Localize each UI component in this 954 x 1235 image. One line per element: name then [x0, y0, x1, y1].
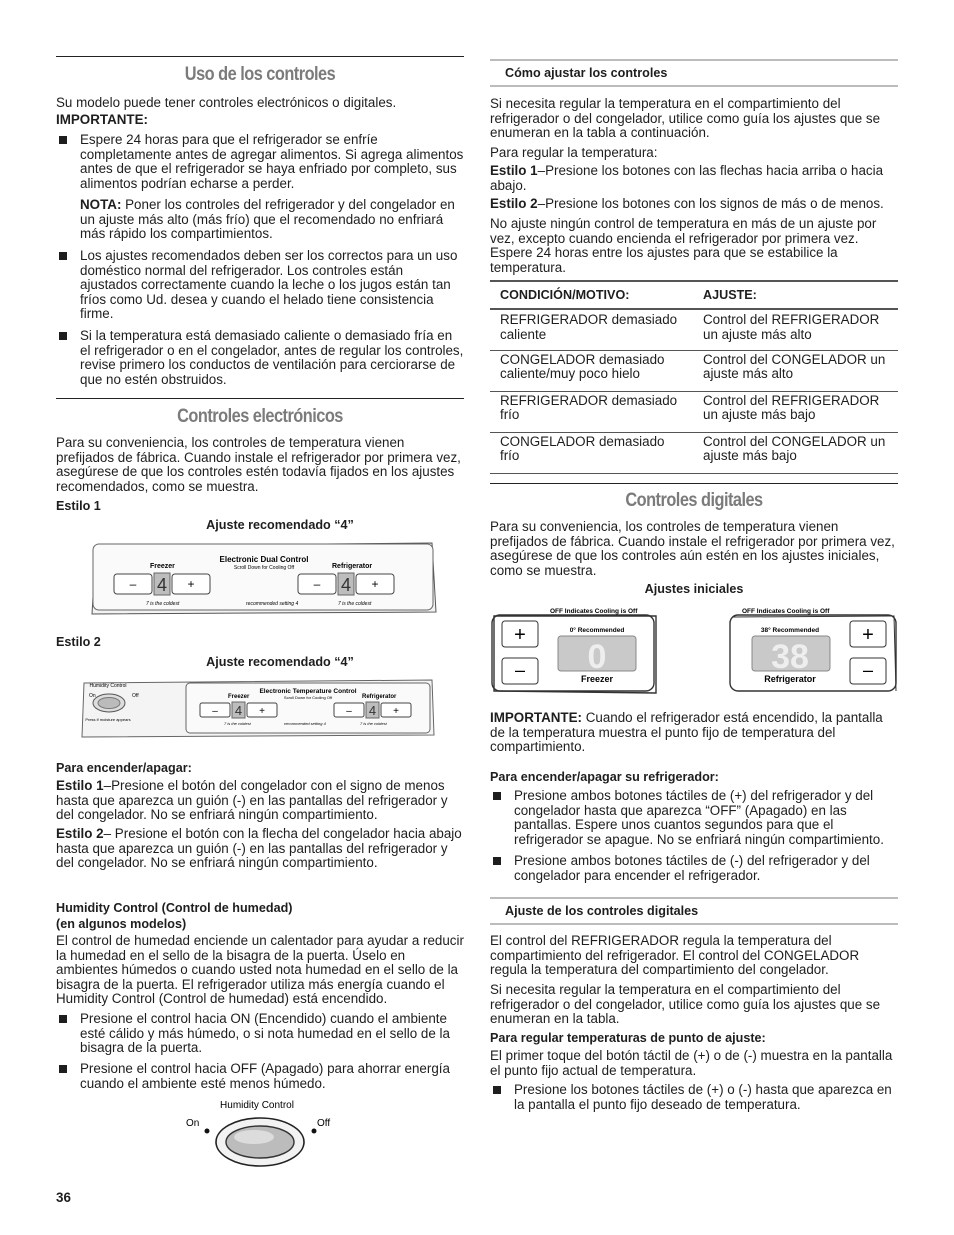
panel1-plus: +	[371, 577, 379, 591]
adjust-p2: Para regular la temperatura:	[490, 145, 658, 160]
digital-freezer-recommended: 0° Recommended	[569, 627, 625, 634]
panel1-freezer-value: 4	[156, 575, 168, 595]
note-label: NOTA:	[80, 197, 122, 212]
panel1-plus: +	[187, 577, 195, 591]
setpoint-text: El primer toque del botón táctil de (+) o de (-) muestra en la pantalla el punto fijo actual de temperatura.	[490, 1048, 893, 1078]
table-cell: REFRIGERADOR demasiado frío	[490, 391, 693, 432]
section-divider	[490, 483, 898, 484]
table-cell: CONGELADOR demasiado caliente/muy poco hielo	[490, 350, 693, 391]
usage-intro: Su modelo puede tener controles electrónicos o digitales.	[56, 95, 397, 110]
panel2-fridge-value: 4	[368, 703, 377, 718]
panel2-coldest-right: 7 is the coldest	[360, 721, 387, 726]
humidity-fig-off: Off	[317, 1118, 331, 1129]
adjust-style2-text: –Presione los botones con los signos de más o de menos.	[537, 196, 884, 211]
section-divider	[56, 56, 464, 57]
panel2-title: Electronic Temperature Control	[259, 688, 357, 695]
panel2-minus: –	[212, 706, 218, 717]
panel1-refrigerator-label: Refrigerator	[332, 563, 373, 570]
panel1-freezer-label: Freezer	[150, 563, 175, 570]
humidity-fig-title: Humidity Control	[220, 1100, 294, 1111]
panel1-minus: –	[313, 577, 321, 591]
digital-onoff-bullet-2: Presione ambos botones táctiles de (-) del refrigerador y del congelador para encender el refrigerador.	[490, 854, 898, 883]
panel2-humidity-title: Humidity Control	[89, 683, 127, 689]
digital-minus: –	[862, 660, 874, 680]
note-text: Poner los controles del refrigerador y del congelador en un ajuste más alto (más frío) que el recomendado no enfriará más rápido los compartimientos.	[80, 197, 455, 242]
humidity-bullet-1: Presione el control hacia ON (Encendido) cuando el ambiente esté cálido y más húmedo, o si nota humedad en el sello de la bisagra de la puerta.	[56, 1012, 464, 1056]
digital-important-text: Cuando el refrigerador está encendido, la pantalla de la temperatura muestra el punto fijo de temperatura del compartimiento.	[490, 710, 883, 755]
table-cell: Control del REFRIGERADOR un ajuste más alto	[693, 309, 898, 350]
digital-plus: +	[514, 624, 526, 646]
onoff-style1-text: –Presione el botón del congelador con el signo de menos hasta que aparezca un guión (-) en las pantallas del refrigerador y del congelador. No se enfriará ningún compartimiento.	[56, 778, 448, 823]
panel1-recommended: recommended setting 4	[246, 601, 299, 607]
table-header-row	[490, 281, 898, 309]
panel2-coldest-left: 7 is the coldest	[224, 721, 251, 726]
digital-adjust-p1: El control del REFRIGERADOR regula la temperatura del compartimiento del refrigerador. El control del CONGELADOR regula la temperatura del compartimiento del congelador.	[490, 933, 860, 978]
adjust-p3: No ajuste ningún control de temperatura en más de un ajuste por vez, excepto cuando encienda el refrigerador por primera vez. Espere 24 horas entre los ajustes para que se estabilice la temperatura.	[490, 216, 877, 275]
panel1-subtitle: Scroll Down for Cooling Off	[233, 565, 295, 571]
humidity-heading-2: (en algunos modelos)	[56, 917, 187, 931]
digital-controls-illustration	[490, 603, 898, 697]
style2-caption: Ajuste recomendado “4”	[206, 655, 354, 669]
panel1-minus: –	[129, 577, 137, 591]
digital-important	[490, 711, 898, 755]
panel2-freezer-label: Freezer	[228, 694, 250, 700]
table-row	[490, 391, 898, 432]
setpoint-heading: Para regular temperaturas de punto de ajuste:	[490, 1031, 766, 1045]
panel2-on: On	[89, 693, 96, 699]
usage-bullet-1: Espere 24 horas para que el refrigerador se enfríe completamente antes de agregar alimentos. Si agrega alimentos antes de que el refrigerador se haya enfriado por completo, sus alimentos podrían echarse a perder.	[56, 133, 464, 191]
table-row	[490, 350, 898, 391]
digital-caption: Ajustes iniciales	[644, 582, 744, 596]
adjust-style2-label: Estilo 2	[490, 196, 538, 211]
digital-off-note-left: OFF Indicates Cooling is Off	[550, 608, 638, 615]
style1-caption: Ajuste recomendado “4”	[206, 518, 354, 532]
panel1-title: Electronic Dual Control	[219, 555, 309, 564]
style2-label: Estilo 2	[56, 635, 101, 649]
digital-title: Controles digitales	[625, 490, 763, 511]
panel2-minus: –	[346, 706, 352, 717]
digital-important-label: IMPORTANTE:	[490, 710, 582, 725]
panel2-recommended: recommended setting 4	[284, 721, 326, 726]
onoff-style2	[56, 827, 464, 871]
electronic-intro: Para su conveniencia, los controles de temperatura vienen prefijados de fábrica. Cuando instale el refrigerador por primera vez, asegúrese de que los controles estén todavía fijados en los ajustes recomendados, como se muestra.	[56, 435, 461, 494]
table-header-cell: CONDICIÓN/MOTIVO:	[490, 281, 693, 309]
digital-freezer-label: Freezer	[580, 674, 614, 684]
panel2-plus: +	[259, 706, 265, 717]
digital-freezer-value: 0	[587, 638, 607, 676]
adjust-style1	[490, 164, 898, 193]
onoff-style2-label: Estilo 2	[56, 826, 104, 841]
humidity-text: El control de humedad enciende un calentador para ayudar a reducir la humedad en el sello de la bisagra de la puerta. Úselo en ambientes húmedos o cuando usted nota humedad en el sello de la bisagra de la puerta. El refrigerador utiliza más energía cuando el Humidity Control (Control de humedad) está encendido.	[56, 933, 464, 1007]
table-cell: CONGELADOR demasiado frío	[490, 432, 693, 473]
table-cell: Control del CONGELADOR un ajuste más bajo	[693, 432, 898, 473]
panel1-coldest-left: 7 is the coldest	[146, 601, 180, 607]
page-number: 36	[56, 1190, 71, 1205]
panel2-subtitle: Scroll Down for Cooling Off	[283, 695, 333, 700]
important-label: IMPORTANTE:	[56, 112, 148, 127]
section-divider	[56, 398, 464, 399]
setpoint-bullet-1: Presione los botones táctiles de (+) o (-) hasta que aparezca en la pantalla el punto fijo deseado de temperatura.	[490, 1083, 898, 1112]
table-cell: REFRIGERADOR demasiado caliente	[490, 309, 693, 350]
usage-note	[80, 198, 464, 242]
panel2-off: Off	[132, 693, 139, 699]
panel1-coldest-right: 7 is the coldest	[338, 601, 372, 607]
digital-onoff-bullet-1: Presione ambos botones táctiles de (+) del refrigerador y del congelador hasta que aparezca “OFF” (Apagado) en las pantallas. Espere unos cuantos segundos para que el refrigerador se apague. No se enfriará ningún compartimiento.	[490, 789, 898, 847]
adjust-style2	[490, 197, 898, 212]
humidity-heading-1: Humidity Control (Control de humedad)	[56, 901, 293, 915]
table-row	[490, 309, 898, 350]
digital-fridge-label: Refrigerator	[764, 674, 816, 684]
digital-fridge-recommended: 38° Recommended	[760, 627, 820, 634]
usage-title: Uso de los controles	[184, 64, 336, 85]
table-cell: Control del REFRIGERADOR un ajuste más bajo	[693, 391, 898, 432]
adjust-table	[490, 280, 898, 474]
digital-onoff-heading: Para encender/apagar su refrigerador:	[490, 770, 719, 784]
digital-plus: +	[862, 624, 874, 646]
humidity-bullet-2: Presione el control hacia OFF (Apagado) para ahorrar energía cuando el ambiente esté menos húmedo.	[56, 1062, 464, 1091]
humidity-control-illustration	[182, 1096, 342, 1170]
digital-off-note-right: OFF Indicates Cooling is Off	[742, 608, 830, 615]
panel2-plus: +	[393, 706, 399, 717]
adjust-style1-text: –Presione los botones con las flechas hacia arriba o hacia abajo.	[490, 163, 884, 193]
usage-bullet-2: Los ajustes recomendados deben ser los correctos para un uso doméstico normal del refrigerador. Los controles están ajustados correctamente cuando la leche o los jugos están tan fríos como Ud. desea y cuando el helado tiene consistencia firme.	[56, 249, 464, 322]
adjust-band: Cómo ajustar los controles	[490, 59, 898, 87]
style1-label: Estilo 1	[56, 499, 101, 513]
onoff-style1-label: Estilo 1	[56, 778, 104, 793]
digital-intro: Para su conveniencia, los controles de temperatura vienen prefijados de fábrica. Cuando instale el refrigerador por primera vez, asegúrese de que los controles aún estén en los ajustes iniciales, como se muestra.	[490, 519, 895, 578]
onoff-style1	[56, 779, 464, 823]
electronic-dual-control-illustration	[90, 540, 438, 616]
table-cell: Control del CONGELADOR un ajuste más alto	[693, 350, 898, 391]
onoff-style2-text: – Presione el botón con la flecha del congelador hacia abajo hasta que aparezca un guión (-) en las pantallas del refrigerador y del congelador. No se enfriará ningún compartimiento.	[56, 826, 462, 871]
usage-bullet-3: Si la temperatura está demasiado caliente o demasiado fría en el refrigerador o en el congelador, antes de regular los controles, revise primero los conductos de ventilación para cerciorarse de que no estén obstruidos.	[56, 329, 464, 387]
electronic-temperature-control-illustration	[80, 677, 436, 739]
digital-fridge-value: 38	[771, 638, 809, 676]
table-header-cell: AJUSTE:	[693, 281, 898, 309]
electronic-title: Controles electrónicos	[177, 406, 343, 427]
digital-minus: –	[514, 660, 526, 680]
panel2-humidity-sub: Press if moisture appears	[85, 717, 131, 722]
adjust-p1: Si necesita regular la temperatura en el compartimiento del refrigerador o del congelador, utilice como guía los ajustes que se enumeran en la tabla a continuación.	[490, 96, 881, 141]
table-row	[490, 432, 898, 473]
humidity-fig-on: On	[186, 1118, 200, 1129]
adjust-style1-label: Estilo 1	[490, 163, 538, 178]
panel2-refrigerator-label: Refrigerator	[362, 694, 397, 700]
panel1-fridge-value: 4	[340, 575, 352, 595]
digital-adjust-p2: Si necesita regular la temperatura en el compartimiento del refrigerador o del congelador, utilice como guía los ajustes que se enumeran en la tabla.	[490, 982, 881, 1027]
onoff-heading: Para encender/apagar:	[56, 761, 192, 775]
digital-adjust-band: Ajuste de los controles digitales	[490, 897, 898, 925]
panel2-freezer-value: 4	[234, 703, 243, 718]
